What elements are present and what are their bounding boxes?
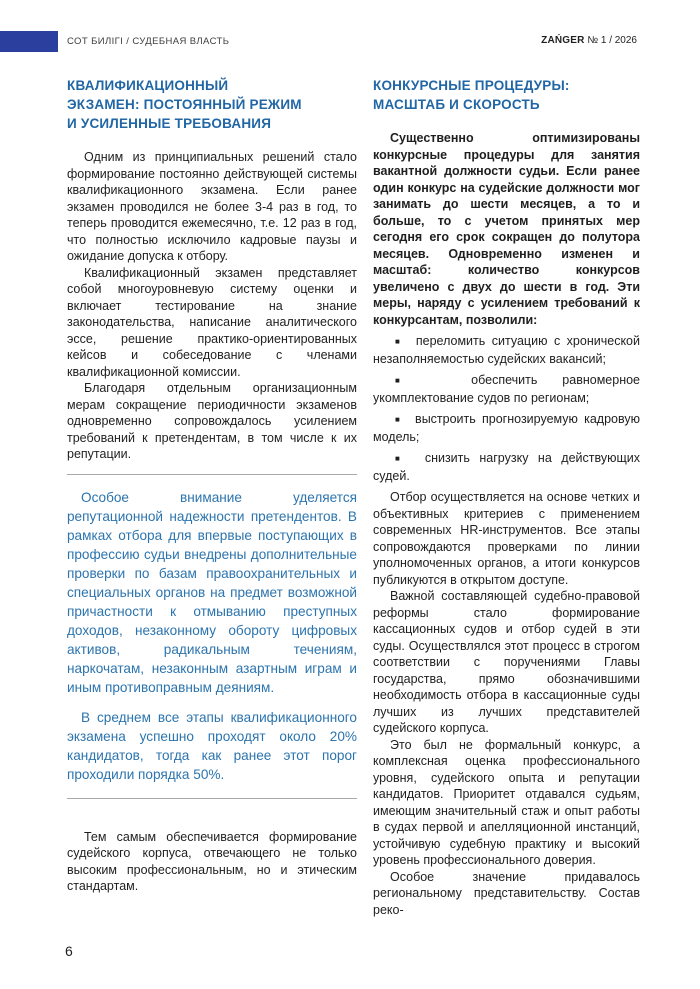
- paragraph: Особое значение придавалось региональному представительству. Состав реко-: [373, 869, 640, 917]
- paragraph: Тем самым обеспечивается формирование судейского корпуса, отвечающего не только высоким профессиональным, но и этическим стандартам.: [67, 829, 357, 893]
- bullet-item: [373, 372, 640, 406]
- square-bullet-icon: ■: [395, 337, 403, 346]
- callout-paragraph: Особое внимание уделяется репутационной надежности претендентов. В рамках отбора для впервые поступающих в профессию судьи внедрены дополнительные проверки по базам правоохранительных и специальных органов на предмет возможной причастности к отмыванию преступных доходов, незаконному обороту цифровых активов, радикальным течениям, наркочатам, незаконным азартным играм и иным противоправным деяниям.: [67, 489, 357, 695]
- bullet-text: переломить ситуацию с хронической незаполняемостью судейских вакансий;: [373, 334, 640, 366]
- page-corner-marker: [0, 31, 58, 52]
- bullet-item: [373, 450, 640, 484]
- journal-name: ZAŃGER: [541, 35, 585, 46]
- issue-number: № 1 / 2026: [587, 35, 637, 46]
- left-column: [67, 76, 357, 895]
- lead-paragraph: Существенно оптимизированы конкурсные процедуры для занятия вакантной должности судьи. Если ранее один конкурс на судейские должности мог занимать до шести месяцев, а то и больше, то с учетом принятых мер сегодня его срок сокращен до полутора месяцев. Одновременно изменен и масштаб: количество конкурсов увеличено с двух до шести в год. Эти меры, наряду с усилением требований к конкурсантам, позволили:: [373, 131, 640, 327]
- right-column: [373, 76, 640, 918]
- square-bullet-icon: ■: [395, 454, 406, 463]
- highlight-callout-block: [67, 474, 357, 799]
- paragraph: Это был не формальный конкурс, а комплексная оценка профессионального уровня, судейского опыта и репутации кандидатов. Приоритет отдавался судьям, имеющим значительный стаж и опыт работы в судах первой и апелляционной инстанций, устойчивую судебную практику и высокий уровень профессионального доверия.: [373, 737, 640, 867]
- article-heading-qualification-exam: [67, 76, 357, 133]
- bullet-text: обеспечить равномерное укомплектование судов по регионам;: [373, 373, 640, 405]
- bullet-text: выстроить прогнозируемую кадровую модель;: [373, 412, 640, 444]
- heading-line: ЭКЗАМЕН: ПОСТОЯННЫЙ РЕЖИМ: [67, 97, 302, 112]
- article-heading-competitive-procedures: [373, 76, 640, 114]
- paragraph: Отбор осуществляется на основе четких и объективных критериев с применением современных HR-инструментов. Все этапы сопровождаются проверками по линии уполномоченных органов, а итоги конкурсов публикуются в открытом доступе.: [373, 490, 640, 587]
- bullet-text: снизить нагрузку на действующих судей.: [373, 451, 640, 483]
- bullet-item: [373, 411, 640, 445]
- heading-line: КОНКУРСНЫЕ ПРОЦЕДУРЫ:: [373, 78, 570, 93]
- paragraph: Важной составляющей судебно-правовой реформы стало формирование кассационных судов и отбор судей в эти суды. Осуществлялся этот процесс в строгом соответствии с поручениями Главы государства, прямо обозначившими необходимость отбора в кассационные суды лучших из лучших представителей судейского корпуса.: [373, 589, 640, 735]
- section-label: СОТ БИЛІГІ / СУДЕБНАЯ ВЛАСТЬ: [67, 36, 230, 47]
- heading-line: КВАЛИФИКАЦИОННЫЙ: [67, 78, 229, 93]
- journal-issue-label: [541, 35, 637, 46]
- square-bullet-icon: ■: [395, 415, 403, 424]
- heading-line: МАСШТАБ И СКОРОСТЬ: [373, 97, 540, 112]
- paragraph: Одним из принципиальных решений стало формирование постоянно действующей системы квалификационного экзамена. Если ранее экзамен проводился не более 3-4 раз в год, то теперь проводится ежемесячно, т.е. 12 раз в год, что полностью исключило кадровые паузы и ожидание допуска к отбору.: [67, 150, 357, 263]
- bullet-item: [373, 333, 640, 367]
- square-bullet-icon: ■: [395, 376, 422, 385]
- heading-line: И УСИЛЕННЫЕ ТРЕБОВАНИЯ: [67, 116, 272, 131]
- page-number: 6: [65, 943, 73, 959]
- paragraph: Квалификационный экзамен представляет собой многоуровневую систему оценки и включает тестирование на знание законодательства, написание аналитического эссе, решение практико-ориентированных кейсов и собеседование с членами квалификационной комиссии.: [67, 265, 357, 379]
- callout-paragraph: В среднем все этапы квалификационного экзамена успешно проходят около 20% кандидатов, тогда как ранее этот порог проходили порядка 50%.: [67, 709, 357, 782]
- paragraph: Благодаря отдельным организационным мерам сокращение периодичности экзаменов одновременно сопровождалось усилением требований к претендентам, в том числе к их репутации.: [67, 381, 357, 461]
